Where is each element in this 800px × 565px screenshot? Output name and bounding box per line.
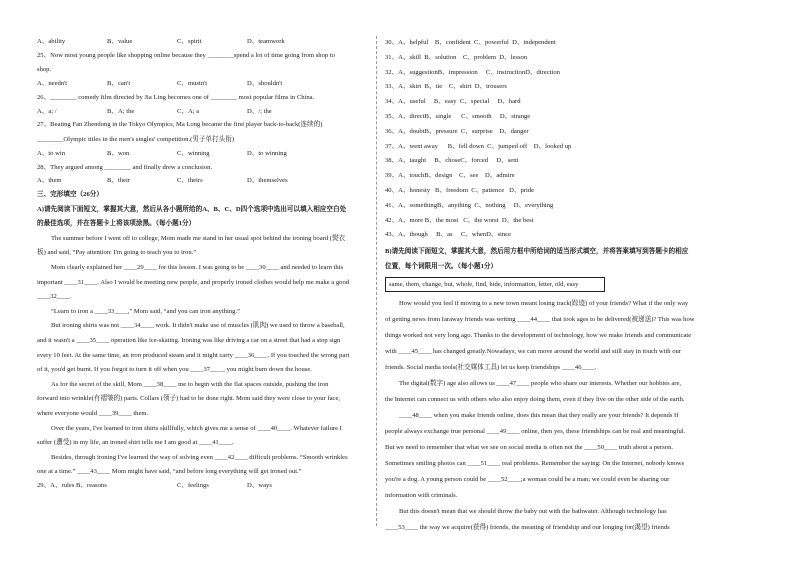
option-a: A、ability: [37, 38, 66, 45]
cloze-option-row: 36、A、doubtB、pressure C、surprise D、danger: [385, 127, 529, 135]
option-d: D、ways: [247, 481, 272, 489]
word-bank-box: same, them, change, but, whole, find, hide, information, letter, old, easy: [385, 277, 605, 292]
cloze-option-row: 33、A、skirt B、tie C、shirt D、trousers: [385, 83, 507, 91]
text-line: The summer before I went off to college, Mom made me stand in her usual spot behind the ironing board (熨衣: [51, 234, 346, 242]
cloze-option-row: 31、A、skill B、solution C、problem D、lesson: [385, 53, 528, 61]
option-d: D、/; the: [247, 107, 272, 115]
section-heading: A)请先阅读下面短文，掌握其大意，然后从各小题所给的A、B、C、D四个选项中选出可以填入相应空白处: [37, 205, 347, 213]
passage-line: things worked not very long ago. Thanks to the development of technology, how we make friends and communicate: [385, 332, 692, 340]
cloze-option-row: 37、A、went away B、fell down C、jumped off D、looked up: [385, 142, 572, 150]
option-a: A、them: [37, 177, 62, 185]
text-line: one at a time.” ____43____ Mom might have said, “and before long everything will get ironed out.”: [37, 468, 302, 476]
option-c: C、feelings: [177, 481, 209, 489]
cloze-options-list: [385, 36, 773, 243]
text-line: important ____31____. Also I would be meeting new people, and properly ironed clothes would help me make a good: [37, 278, 350, 286]
text-line: “Learn to iron a ____33____,” Mom said, “and you can iron anything.”: [51, 307, 240, 315]
text-line: Over the years, I've learned to iron shirts skillfully, which gives me a sense of ____40____. Whatever failure I: [51, 424, 342, 432]
text-line: ________Olympic titles in the men's singles' competition.(男子单打头衔): [37, 136, 235, 144]
answer-options-row: [37, 175, 371, 188]
answer-options-row: [37, 148, 371, 161]
passage-line: the Internet can connect us with others who also enjoy doing them, even if they live on the other side of the earth.: [385, 396, 685, 404]
passage-line: ____53____ the way we acquire(获得) friends, the meaning of friendship and our longing for(渴望) friends: [385, 524, 670, 532]
cloze-option-row: 34、A、useful B、easy C、special D、hard: [385, 98, 521, 106]
option-d: D、to winning: [247, 149, 287, 157]
text-line: Besides, through ironing I've learned the way of solving even ____42____ difficult problems. “Smooth wrinkles: [51, 453, 348, 461]
passage-line: you're a dog. A young person could be ____52____;a woman could be a man; we could even be sharing our: [385, 476, 670, 484]
column-divider: [376, 36, 377, 526]
text-line: every 10 feet. At the same time, an iron produced steam and it might carry ____36____. If you touched the wrong part: [37, 351, 350, 359]
passage-line: people always exchange true personal ____49____ online, then yes, these friendships can be real and meaningful.: [385, 428, 686, 436]
passage-line: How would you feel if moving to a new town meant losing track(踪迹) of your friends? What if the only way: [399, 300, 689, 308]
option-a: A、needn't: [37, 80, 68, 88]
passage-line: ____48____ when you make friends online, does this mean that they really are your friends? It depends If: [399, 412, 679, 420]
text-line: where everyone would ____39____ them.: [37, 409, 149, 417]
text-line: As for the secret of the skill, Mom ____38____ me to begin with the flat spaces outside, pushing the iron: [51, 380, 329, 388]
section-heading: 三、完形填空（26分）: [37, 191, 103, 199]
text-line: and it wasn't a ____35____ operation like ice-skating. Ironing was like driving a car on a street that had a stop sign: [37, 336, 341, 344]
text-line: But ironing shirts was not ____34____ work. It didn't make use of muscles (肌肉) we used to throw a baseball,: [51, 322, 345, 330]
text-line: 26、________ comedy film directed by Jia Ling becomes one of ________ most popular films in China.: [37, 93, 315, 101]
cloze-option-row: 42、A、more B、the most C、the worst D、the best: [385, 216, 534, 224]
option-c: C、A; a: [177, 107, 200, 115]
text-line: 板) and said, “Pay attention: I'm going to teach you to iron.”: [37, 249, 197, 257]
option-b: B、won: [107, 149, 130, 157]
option-a: A、a; /: [37, 107, 57, 115]
passage-line: But this doesn't mean that we should throw the baby out with the bathwater. Although technology has: [399, 508, 667, 516]
answer-options-row: [37, 78, 371, 91]
text-line: forward into wrinkle(有褶皱的) parts. Collars (领子) had to be done right. Mom said they were close to your face,: [37, 395, 341, 403]
cloze-option-row: 41、A、somethingB、anything C、nothing D、everything: [385, 201, 554, 209]
cloze-option-row: 40、A、honesty B、freedom C、patience D、pride: [385, 186, 535, 194]
text-line: Mom clearly explained her ____29____ for this lesson. I was going to be ____30____ and needed to learn this: [51, 263, 344, 271]
answer-options-row: [37, 106, 371, 119]
section-b-instruction-line2: 位置，每个词限用一次。（每小题1分）: [385, 262, 498, 270]
option-d: D、themselves: [247, 177, 288, 185]
option-b: B、A; the: [107, 107, 135, 115]
passage-line: But we need to remember that what we see on social media is often not the ____50____ truth about a person.: [385, 444, 674, 452]
option-b: B、can't: [107, 80, 131, 88]
text-line: shop.: [37, 66, 52, 74]
option-c: C、theirs: [177, 177, 203, 185]
passage-line: friends. Social media tools(社交媒体工具) let us keep friendships ____46____.: [385, 364, 597, 372]
passage-line: The digital(数字) age also allows us ____47____ people who share our interests. Whether our hobbies are,: [399, 380, 682, 388]
right-column: [385, 36, 773, 536]
section-b-instruction-line1: B)请先阅读下面短文，掌握其大意，然后用方框中所给词的适当形式填空，并将答案填写到答题卡的相应: [385, 248, 689, 256]
cloze-option-row: 38、A、taught B、choseC、forced D、sent: [385, 157, 519, 165]
text-line: 27、Beating Fan Zhendong in the Tokyo Olympics, Ma Long became the first player back-to-back(连续的): [37, 121, 323, 129]
option-d: D、teamwork: [247, 38, 285, 45]
answer-options-row: [37, 480, 371, 493]
text-line: 25、Now most young people like shopping online because they ________spend a lot of time going from shop to: [37, 51, 335, 59]
left-column: [37, 36, 371, 493]
cloze-option-row: 39、A、touchB、design C、see D、admire: [385, 172, 515, 180]
answer-options-row: [37, 36, 371, 49]
passage-b: [385, 296, 773, 536]
option-c: C、spirit: [177, 38, 202, 45]
passage-line: of getting news from faraway friends was writing ____44____ that took ages to be delivered(被递送)? This was how: [385, 316, 695, 324]
option-a: 29、A、rules B、reasons: [37, 481, 107, 489]
text-line: ____32____.: [37, 293, 72, 301]
option-b: B、value: [107, 38, 133, 45]
cloze-option-row: 43、A、though B、as C、whenD、since: [385, 231, 512, 239]
section-heading: 的最佳选项，并在答题卡上将该项涂黑。（每小题1分）: [37, 220, 196, 228]
option-c: C、mustn't: [177, 80, 208, 88]
passage-line: with ____45____ has changed greatly.Nowadays, we can move around the world and still stay in touch with our: [385, 348, 682, 356]
passage-line: Sometimes smiling photos can ____51____ real problems. Remember the saying: On the Internet, nobody knows: [385, 460, 685, 468]
cloze-option-row: 32、A、suggestionB、impression C、instructionD、direction: [385, 68, 560, 76]
text-line: 28、They argued among ________ and finally drew a conclusion.: [37, 163, 213, 171]
cloze-option-row: 35、A、directB、single C、smooth D、strange: [385, 112, 531, 120]
passage-line: information with criminals.: [385, 492, 458, 500]
option-c: C、winning: [177, 149, 210, 157]
text-line: of it, you'd get burnt. If you forgot to turn it off when you ____37____, you might burn down the house.: [37, 366, 312, 374]
text-line: suffer (遭受) in my life, an ironed shirt tells me I am good at ____41____.: [37, 439, 234, 447]
option-a: A、to win: [37, 149, 66, 157]
cloze-option-row: 30、A、helpful B、confident C、powerful D、independent: [385, 39, 556, 46]
option-b: B、their: [107, 177, 131, 185]
option-d: D、shouldn't: [247, 80, 283, 88]
